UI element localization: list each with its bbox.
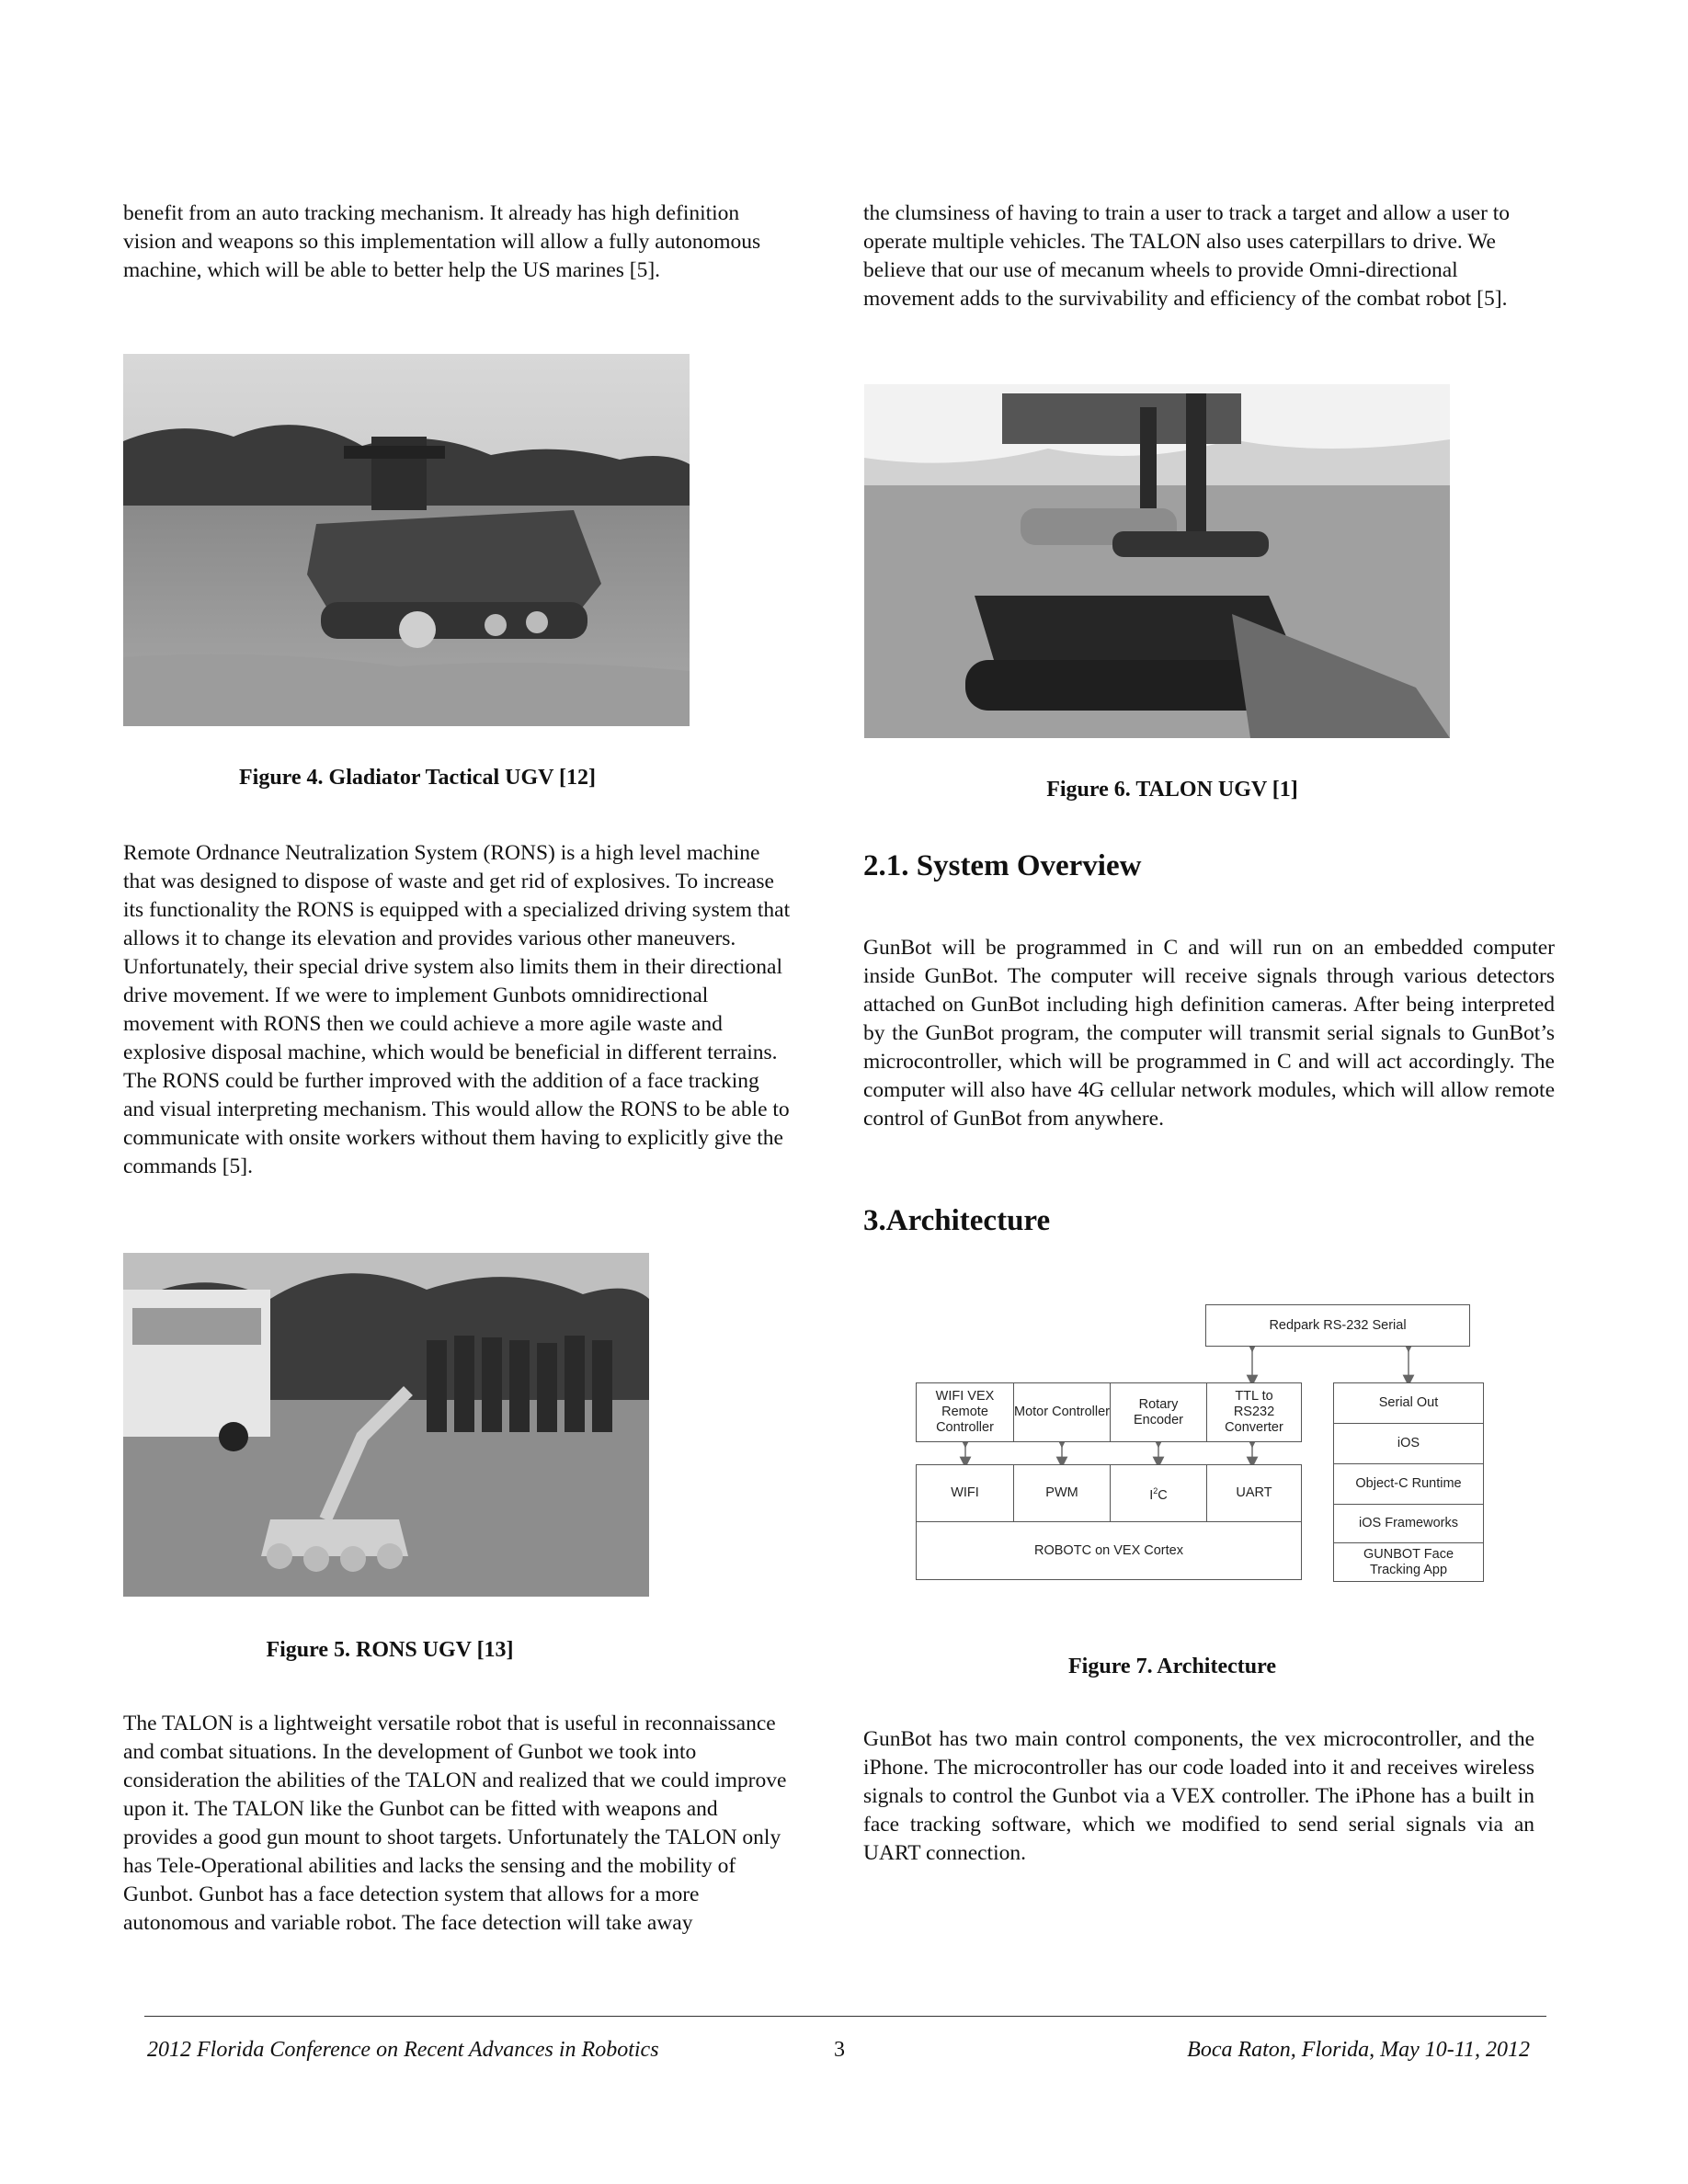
right-paragraph-2: GunBot will be programmed in C and will run on an embedded computer inside GunBot. The computer will receive signals through various detectors attached on GunBot including high definition cameras. After being interpreted by the GunBot program, the computer will transmit serial signals to GunBot’s microcontroller, which will be programmed in C and will act accordingly. The computer will also have 4G cellular network modules, which will allow remote control of GunBot from anywhere. (863, 936, 1555, 1131)
left-paragraph-2: Remote Ordnance Neutralization System (RONS) is a high level machine that was designed to dispose of waste and get rid of explosives. To increase its functionality the RONS is equipped with a specialized driving system that allows it to change its elevation and provides various other maneuvers. Unfortunately, their special drive system also limits them in their directional drive movement. If we were to implement Gunbots omnidirectional movement with RONS then we could achieve a more agile waste and explosive disposal machine, which would be beneficial in different terrains. The RONS could be further improved with the addition of a face tracking and visual interpreting mechanism. This would allow the RONS to be able to communicate with onsite workers without them having to explicitly give the commands [5]. (123, 841, 791, 1178)
box-i2c: $I^2C$ (1110, 1464, 1207, 1522)
box-ios: iOS (1333, 1423, 1484, 1464)
figure-5-caption: Figure 5. RONS UGV [13] (266, 1638, 514, 1662)
box-gunbot-face-tracking-app: GUNBOT Face Tracking App (1333, 1542, 1484, 1582)
figure-5-image (123, 1253, 649, 1597)
box-ios-frameworks: iOS Frameworks (1333, 1504, 1484, 1543)
right-paragraph-1: the clumsiness of having to train a user to track a target and allow a user to operate multiple vehicles. The TALON also uses caterpillars to drive. We believe that our use of mecanum wheels to provide Omni-directional movement adds to the survivability and efficiency of the combat robot [5]. (863, 201, 1511, 311)
footer-page-number: 3 (834, 2038, 845, 2062)
section-2-1-heading: 2.1. System Overview (863, 849, 1142, 882)
box-wifi-vex-controller: WIFI VEX Remote Controller (916, 1382, 1014, 1442)
box-wifi: WIFI (916, 1464, 1014, 1522)
figure-6-caption: Figure 6. TALON UGV [1] (1046, 778, 1298, 802)
left-paragraph-1: benefit from an auto tracking mechanism. It already has high definition vision and weapons so this implementation will allow a fully autonomous machine, which will be able to better help the US marines [5]. (123, 201, 761, 282)
section-3-heading: 3.Architecture (863, 1204, 1051, 1237)
right-paragraph-3: GunBot has two main control components, the vex microcontroller, and the iPhone. The microcontroller has our code loaded into it and receives wireless signals to control the Gunbot via a VEX controller. The iPhone has a built in face tracking software, which we modified to send serial signals via an UART connection. (863, 1727, 1534, 1865)
figure-7-caption: Figure 7. Architecture (1068, 1655, 1276, 1678)
box-redpark-serial: Redpark RS-232 Serial (1205, 1304, 1470, 1347)
left-paragraph-3: The TALON is a lightweight versatile robot that is useful in reconnaissance and combat situations. In the development of Gunbot we took into consideration the abilities of the TALON and realized that we could improve upon it. The TALON like the Gunbot can be fitted with weapons and provides a good gun mount to shoot targets. Unfortunately the TALON only has Tele-Operational abilities and lacks the sensing and the mobility of Gunbot. Gunbot has a face detection system that allows for a more autonomous and variable robot. The face detection will take away (123, 1712, 787, 1935)
figure-4-caption: Figure 4. Gladiator Tactical UGV [12] (239, 766, 596, 790)
box-pwm: PWM (1013, 1464, 1111, 1522)
box-ttl-converter: TTL to RS232 Converter (1206, 1382, 1302, 1442)
box-robotc-vex-cortex: ROBOTC on VEX Cortex (916, 1521, 1302, 1580)
box-serial-out: Serial Out (1333, 1382, 1484, 1424)
footer-rule (144, 2016, 1546, 2017)
architecture-diagram (906, 1301, 1508, 1599)
box-motor-controller: Motor Controller (1013, 1382, 1111, 1442)
footer-location: Boca Raton, Florida, May 10-11, 2012 (1187, 2038, 1530, 2062)
figure-4-image (123, 354, 690, 726)
figure-6-image (864, 384, 1450, 738)
box-rotary-encoder: Rotary Encoder (1110, 1382, 1207, 1442)
box-uart: UART (1206, 1464, 1302, 1522)
footer-conference: 2012 Florida Conference on Recent Advances in Robotics (147, 2038, 659, 2062)
box-objc-runtime: Object-C Runtime (1333, 1463, 1484, 1505)
